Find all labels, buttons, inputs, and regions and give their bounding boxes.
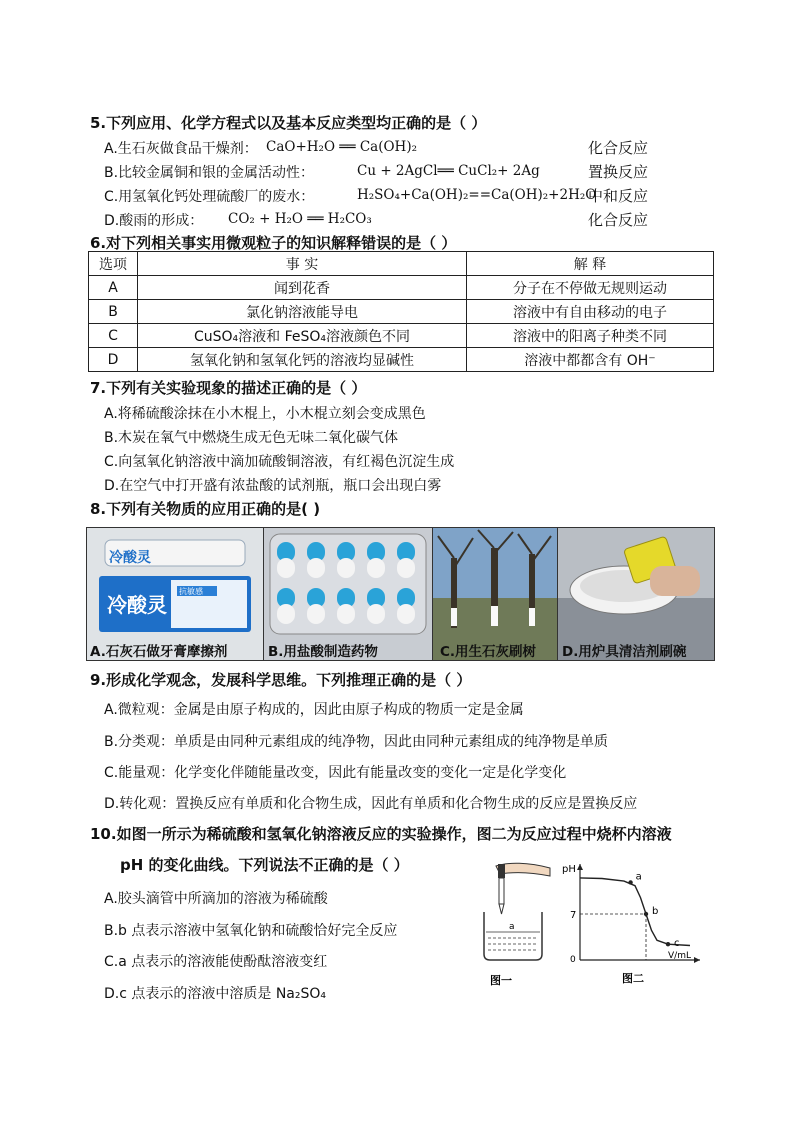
point-c-label: c [674, 938, 680, 950]
q5-stem: 5.下列应用、化学方程式以及基本反应类型均正确的是（ ） [90, 114, 487, 132]
q7-option-c: C.向氢氧化钠溶液中滴加硫酸铜溶液，有红褐色沉淀生成 [104, 454, 455, 470]
q8-stem: 8.下列有关物质的应用正确的是( ) [90, 500, 321, 518]
table-cell: 氢氧化钠和氢氧化钙的溶液均显碱性 [138, 348, 467, 372]
q5-option-c-type: 中和反应 [588, 187, 649, 205]
point-a [628, 880, 632, 884]
x-axis-label: V/mL [668, 951, 691, 961]
ph-chart [560, 858, 710, 988]
table-cell: CuSO₄溶液和 FeSO₄溶液颜色不同 [138, 324, 467, 348]
q6-stem: 6.对下列相关事实用微观粒子的知识解释错误的是（ ） [90, 234, 457, 252]
q5-option-b: B.比较金属铜和银的金属活动性： [104, 165, 315, 181]
q7-option-d: D.在空气中打开盛有浓盐酸的试剂瓶，瓶口会出现白雾 [104, 478, 442, 494]
ph-curve [580, 878, 690, 946]
table-cell: 氯化钠溶液能导电 [138, 300, 467, 324]
x-axis-arrow [694, 957, 700, 963]
table-row [89, 300, 714, 324]
table-header-fact: 事 实 [138, 252, 467, 276]
beaker-label: a [509, 922, 515, 932]
q5-option-a-type: 化合反应 [588, 139, 649, 157]
point-a-label: a [635, 871, 642, 883]
origin-label: 0 [570, 955, 576, 965]
figure-one-label: 图一 [490, 974, 512, 987]
q10-stem-line2: pH 的变化曲线。下列说法不正确的是（ ） [120, 856, 409, 874]
q10-option-b: B.b 点表示溶液中氢氧化钠和硫酸恰好完全反应 [104, 923, 398, 939]
figure-two-label: 图二 [622, 972, 644, 985]
table-cell: 溶液中有自由移动的电子 [467, 300, 714, 324]
q5-option-a-equation: CaO+H₂O ══ Ca(OH)₂ [266, 139, 418, 155]
q8-caption-a: A.石灰石做牙膏摩擦剂 [90, 644, 228, 660]
q5-option-d-equation: CO₂ + H₂O ══ H₂CO₃ [228, 211, 372, 227]
table-row [89, 348, 714, 372]
ph-seven-label: 7 [570, 910, 577, 921]
table-cell: D [89, 348, 138, 372]
figure-one [478, 860, 558, 990]
table-cell: A [89, 276, 138, 300]
q9-option-b: B.分类观：单质是由同种元素组成的纯净物，因此由同种元素组成的纯净物是单质 [104, 734, 609, 750]
q8-caption-d: D.用炉具清洁剂刷碗 [562, 644, 687, 660]
table-cell: 闻到花香 [138, 276, 467, 300]
point-b [644, 912, 648, 916]
q9-option-a: A.微粒观：金属是由原子构成的，因此由原子构成的物质一定是金属 [104, 702, 524, 718]
q5-option-c: C.用氢氧化钙处理硫酸厂的废水： [104, 189, 315, 205]
q10-option-d: D.c 点表示的溶液中溶质是 Na₂SO₄ [104, 986, 327, 1002]
q7-option-a: A.将稀硫酸涂抹在小木棍上，小木棍立刻会变成黑色 [104, 406, 426, 422]
brand-text: 冷酸灵 [107, 593, 167, 617]
table-row [89, 324, 714, 348]
q9-stem: 9.形成化学观念，发展科学思维。下列推理正确的是（ ） [90, 671, 472, 689]
table-header-explanation: 解 释 [467, 252, 714, 276]
q9-option-c: C.能量观：化学变化伴随能量改变，因此有能量改变的变化一定是化学变化 [104, 765, 567, 781]
q10-option-c: C.a 点表示的溶液能使酚酞溶液变红 [104, 954, 328, 970]
table-cell: C [89, 324, 138, 348]
point-c [666, 942, 670, 946]
table-cell: 分子在不停做无规则运动 [467, 276, 714, 300]
q6-table [88, 251, 714, 372]
q8-caption-c: C.用生石灰刷树 [440, 644, 537, 660]
q5-option-d-type: 化合反应 [588, 211, 649, 229]
table-header-option: 选项 [89, 252, 138, 276]
q10-option-a: A.胶头滴管中所滴加的溶液为稀硫酸 [104, 891, 328, 907]
table-cell: 溶液中都都含有 OH⁻ [467, 348, 714, 372]
table-header-row [89, 252, 714, 276]
table-cell: B [89, 300, 138, 324]
table-cell: 溶液中的阳离子种类不同 [467, 324, 714, 348]
brand-text-top: 冷酸灵 [109, 550, 151, 566]
y-axis-label: pH [562, 864, 576, 875]
q7-stem: 7.下列有关实验现象的描述正确的是（ ） [90, 379, 367, 397]
brand-tag: 抗敏感 [179, 587, 203, 596]
q5-option-b-type: 置换反应 [588, 163, 649, 181]
q8-caption-b: B.用盐酸制造药物 [268, 644, 378, 660]
q10-stem-line1: 10.如图一所示为稀硫酸和氢氧化钠溶液反应的实验操作，图二为反应过程中烧杯内溶液 [90, 825, 672, 843]
table-row [89, 276, 714, 300]
q5-option-c-equation: H₂SO₄+Ca(OH)₂==Ca(OH)₂+2H₂O [357, 187, 597, 203]
q5-option-d: D.酸雨的形成： [104, 213, 204, 229]
point-b-label: b [652, 906, 659, 917]
y-axis-arrow [577, 864, 583, 870]
q9-option-d: D.转化观：置换反应有单质和化合物生成，因此有单质和化合物生成的反应是置换反应 [104, 796, 638, 812]
q5-option-b-equation: Cu + 2AgCl══ CuCl₂+ 2Ag [357, 163, 540, 179]
q5-option-a: A.生石灰做食品干燥剂： [104, 141, 258, 157]
q7-option-b: B.木炭在氧气中燃烧生成无色无味二氧化碳气体 [104, 430, 399, 446]
